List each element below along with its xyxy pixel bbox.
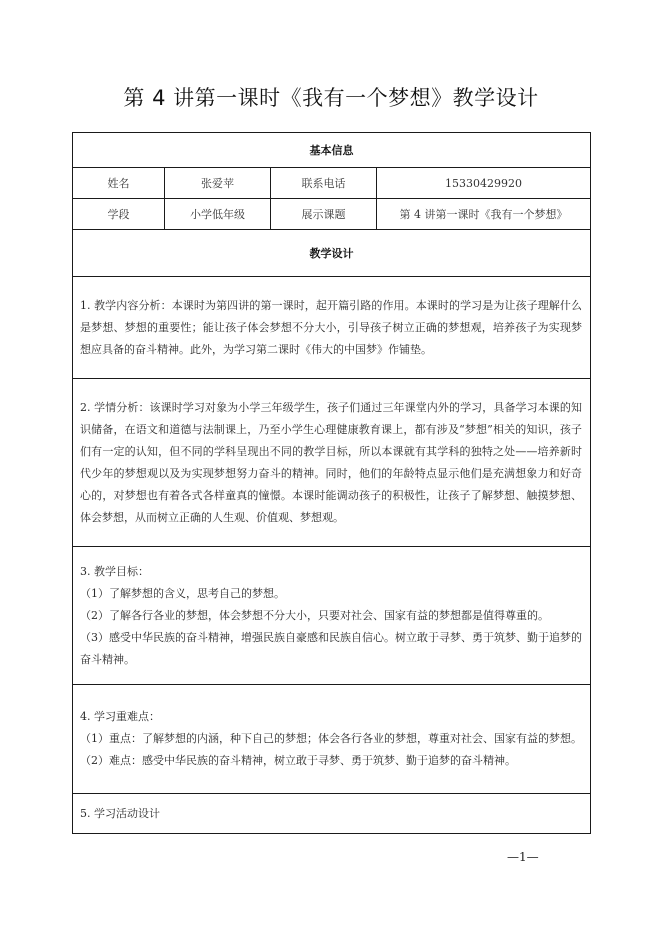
name-value: 张爱苹 — [165, 168, 271, 199]
topic-value: 第 4 讲第一课时《我有一个梦想》 — [377, 199, 591, 230]
difficult-point-item: （2）难点：感受中华民族的奋斗精神，树立敢于寻梦、勇于筑梦、勤于追梦的奋斗精神。 — [80, 754, 516, 767]
stage-label: 学段 — [73, 199, 165, 230]
goals-heading: 3. 教学目标： — [80, 564, 149, 578]
content-analysis-text: 1. 教学内容分析：本课时为第四讲的第一课时，起开篇引路的作用。本课时的学习是为让孩子理解什么是梦想、梦想的重要性；能让孩子体会梦想不分大小，引导孩子树立正确的梦想观，培养孩子为实现梦想应具备的奋斗精神。此外，为学习第二课时《伟大的中国梦》作铺垫。 — [80, 298, 582, 356]
goal-item: （1）了解梦想的含义，思考自己的梦想。 — [80, 586, 285, 600]
basic-info-header-row — [73, 133, 591, 168]
design-header-row — [73, 230, 591, 277]
activity-design-heading: 5. 学习活动设计 — [80, 806, 160, 820]
section-learner-analysis — [73, 379, 591, 547]
key-point-item: （1）重点：了解梦想的内涵，种下自己的梦想；体会各行各业的梦想，尊重对社会、国家有益的梦想。 — [80, 732, 582, 745]
basic-info-header: 基本信息 — [73, 133, 591, 168]
section-teaching-goals — [73, 547, 591, 685]
lesson-plan-table — [72, 132, 591, 834]
goal-item: （2）了解各行各业的梦想，体会梦想不分大小，只要对社会、国家有益的梦想都是值得尊重的。 — [80, 608, 549, 622]
info-row-stage — [73, 199, 591, 230]
section-activity-design — [73, 794, 591, 834]
goal-item: （3）感受中华民族的奋斗精神，增强民族自豪感和民族自信心。树立敢于寻梦、勇于筑梦、勤于追梦的奋斗精神。 — [80, 630, 582, 666]
page-number: —1— — [507, 850, 539, 864]
section-key-difficult-points — [73, 685, 591, 794]
section-content-analysis — [73, 277, 591, 379]
topic-label: 展示课题 — [271, 199, 377, 230]
name-label: 姓名 — [73, 168, 165, 199]
document-title: 第 4 讲第一课时《我有一个梦想》教学设计 — [123, 86, 539, 110]
phone-value: 15330429920 — [377, 168, 591, 199]
design-header: 教学设计 — [73, 230, 591, 277]
key-points-heading: 4. 学习重难点： — [80, 710, 160, 723]
stage-value: 小学低年级 — [165, 199, 271, 230]
learner-analysis-text: 2. 学情分析：该课时学习对象为小学三年级学生，孩子们通过三年课堂内外的学习，具备学习本课的知识储备，在语文和道德与法制课上，乃至小学生心理健康教育课上，都有涉及“梦想”相关的知识，孩子们有一定的认知，但不同的学科呈现出不同的教学目标，所以本课就有其学科的独特之处——培养新时代少年的梦想观以及为实现梦想努力奋斗的精神。同时，他们的年龄特点显示他们是充满想象力和好奇心的，对梦想也有着各式各样童真的憧憬。本课时能调动孩子的积极性，让孩子了解梦想、触摸梦想、体会梦想，从而树立正确的人生观、价值观、梦想观。 — [80, 400, 582, 524]
phone-label: 联系电话 — [271, 168, 377, 199]
info-row-name — [73, 168, 591, 199]
